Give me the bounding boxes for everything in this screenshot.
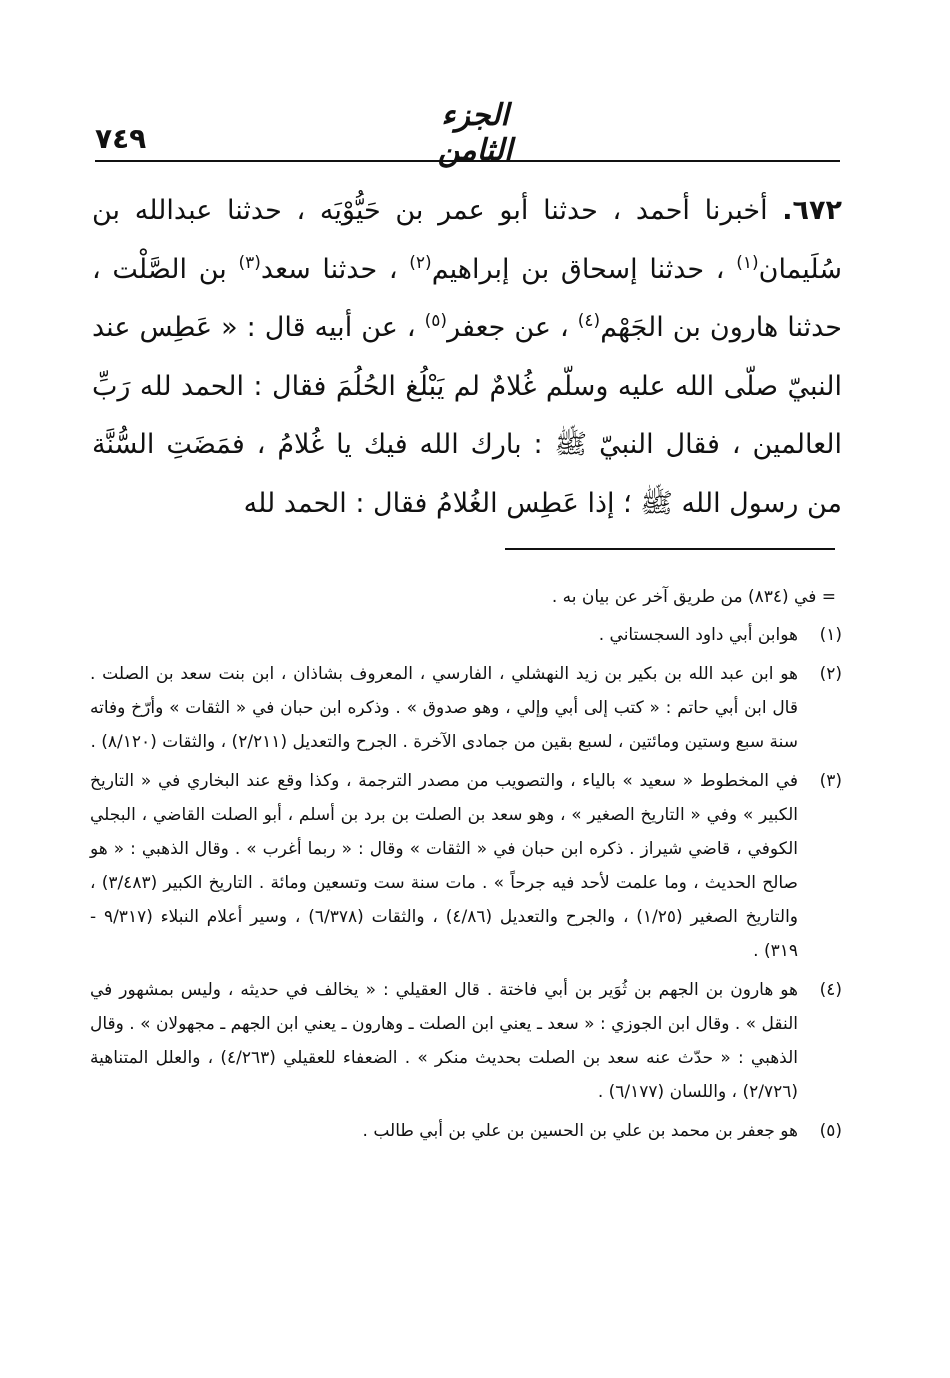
- hadith-segment: ، حدثنا سعد: [260, 253, 410, 285]
- part-title: الجزء الثامن: [437, 98, 513, 168]
- footnote-number: (٥): [819, 1121, 842, 1141]
- footnote-number: (٤): [819, 980, 842, 1000]
- footnote: [90, 973, 842, 1109]
- footnote-text: هو جعفر بن محمد بن علي بن الحسين بن علي بن أبي طالب .: [362, 1121, 798, 1141]
- footnote-text: هوابن أبي داود السجستاني .: [598, 625, 798, 645]
- hadith-segment: بن الصَّلْت ، حدثنا هارون بن الجَهْم: [92, 253, 842, 343]
- footnote-continuation: = في (٨٣٤) من طريق آخر عن بيان به .: [551, 587, 836, 607]
- footnote-number: (٢): [819, 664, 842, 684]
- hadith-text: [92, 182, 842, 533]
- footnote-text: في المخطوط « سعيد » بالياء ، والتصويب من مصدر الترجمة ، وكذا وقع عند البخاري في « التاريخ الكبير » وفي « التاريخ الصغير » ، وهو سعد بن الصلت بن برد بن أسلم ، أبو الصلت القاضي ، البجلي الكوفي ، قاضي شيراز . ذكره ابن حبان في « الثقات » وقال : « ربما أغرب » . وقال الذهبي : « هو صالح الحديث ، وما علمت لأحد فيه جرحاً » . مات سنة ست وتسعين ومائة . التاريخ الكبير (٣/٤٨٣) ، والتاريخ الصغير (١/٢٥) ، والجرح والتعديل (٤/٨٦) ، والثقات (٦/٣٧٨) ، وسير أعلام النبلاء (٩/٣١٧ - ٣١٩) .: [90, 771, 799, 961]
- footnote-number: (١): [819, 625, 842, 645]
- page-header: [95, 98, 840, 168]
- hadith-segment: ، حدثنا إسحاق بن إبراهيم: [431, 253, 737, 285]
- footnote-number: (٣): [819, 771, 842, 791]
- footnote: [90, 764, 842, 968]
- footnote-text: هو هارون بن الجهم بن ثُوَير بن أبي فاختة . قال العقيلي : « يخالف في حديثه ، وليس بمشهور في النقل » . وقال ابن الجوزي : « سعد ـ يعني ابن الصلت ـ وهارون ـ يعني ابن الجهم ـ مجهولان » . وقال الذهبي : « حدّث عنه سعد بن الصلت بحديث منكر » . الضعفاء للعقيلي (٤/٢٦٣) ، والعلل المتناهية (٢/٧٢٦) ، واللسان (٦/١٧٧) .: [90, 980, 799, 1102]
- footnote: [90, 657, 842, 759]
- footnote: [90, 618, 842, 652]
- page-number: ٧٤٩: [95, 122, 147, 155]
- footnote-ref: (٤): [577, 311, 601, 331]
- footnote-ref: (٢): [409, 252, 432, 273]
- footnote-text: هو ابن عبد الله بن بكير بن زيد النهشلي ، الفارسي ، المعروف بشاذان ، ابن بنت سعد بن الصلت . قال ابن أبي حاتم : « كتب إلى أبي وإلي ، وهو صدوق » . وذكره ابن حبان في « الثقات » وأرّخ وفاته سنة سبع وستين ومائتين ، لسبع بقين من جمادى الآخرة . الجرح والتعديل (٢/٢١١) ، والثقات (٨/١٢٠) .: [90, 664, 798, 752]
- hadith-segment: أخبرنا أحمد ، حدثنا أبو عمر بن حَيُّوْيَه ، حدثنا عبدالله بن سُلَيمان: [92, 195, 842, 285]
- footnote: [90, 1114, 842, 1148]
- footnotes: [90, 580, 842, 1153]
- hadith-number: ٦٧٢.: [782, 195, 842, 226]
- footnote-ref: (١): [736, 252, 759, 273]
- footnote-ref: (٥): [424, 311, 448, 331]
- hadith-segment: ، عن جعفر: [447, 312, 578, 343]
- footnote-ref: (٣): [238, 252, 261, 273]
- footnote-separator: [505, 548, 835, 550]
- hadith-segment: ، عن أبيه قال : « عَطِس عند النبيّ صلّى الله عليه وسلّم غُلامٌ لم يَبْلُغ الحُلُمَ فقال : الحمد لله رَبِّ العالمين ، فقال النبيّ ﷺ : بارك الله فيك يا غُلامُ ، فمَضَتِ السُّنَّة من رسول الله ﷺ ؛ إذا عَطِس الغُلامُ فقال : الحمد لله: [92, 312, 842, 519]
